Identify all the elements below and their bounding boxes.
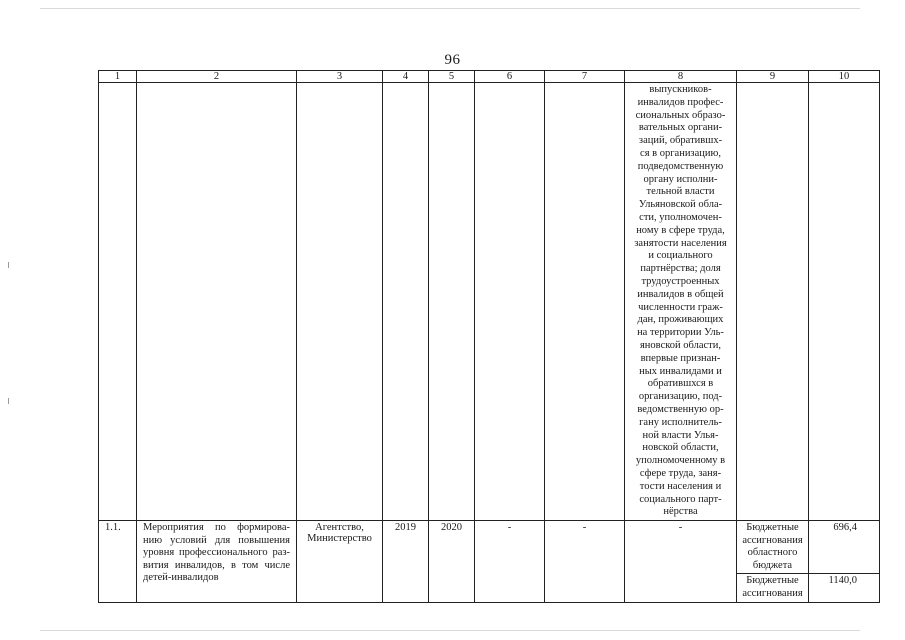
indicator-line: тости населения и bbox=[639, 480, 722, 492]
indicator-line: впервые признан- bbox=[640, 352, 721, 364]
indicator-line: инвалидов профес- bbox=[637, 96, 724, 108]
scan-noise-bottom bbox=[40, 630, 860, 631]
header-col-9: 9 bbox=[737, 71, 809, 83]
header-col-2: 2 bbox=[137, 71, 297, 83]
item-number: 1.1. bbox=[99, 521, 137, 603]
indicator-line: сти, уполномочен- bbox=[639, 211, 722, 223]
indicator-line: сфере труда, заня- bbox=[639, 467, 722, 479]
indicator-line: ной власти Улья- bbox=[642, 429, 719, 441]
indicator-line: численности граж- bbox=[638, 301, 723, 313]
item-row-1-1 bbox=[99, 521, 880, 574]
indicator-line: партнёрства; доля bbox=[640, 263, 721, 275]
indicator-line: вательных органи- bbox=[638, 122, 723, 134]
indicator-line: выпускников- bbox=[649, 84, 712, 95]
year-end: 2020 bbox=[429, 521, 475, 603]
scan-noise-top bbox=[40, 8, 860, 9]
indicator-line: яновской области, bbox=[639, 339, 722, 351]
cont-cell-10 bbox=[809, 83, 880, 521]
cont-cell-5 bbox=[429, 83, 475, 521]
indicator-line: заций, обратившх- bbox=[638, 135, 723, 147]
indicator-line: подведомственную bbox=[637, 160, 724, 172]
page-number: 96 bbox=[444, 52, 461, 68]
indicator-line: новской области, bbox=[642, 442, 719, 454]
header-col-4: 4 bbox=[383, 71, 429, 83]
indicator-line: инвалидов в общей bbox=[637, 288, 724, 300]
continuation-row bbox=[99, 83, 880, 521]
cont-cell-2 bbox=[137, 83, 297, 521]
indicator-line: ведомственную ор- bbox=[637, 403, 724, 415]
executor: Агентство, Министерство bbox=[297, 521, 383, 603]
funding-source-second: Бюджетные ассигнования bbox=[737, 574, 809, 602]
col8-value: - bbox=[625, 521, 737, 603]
program-table bbox=[98, 70, 880, 603]
header-col-10: 10 bbox=[809, 71, 880, 83]
funding-source-regional: Бюджетные ассигнования областного бюджета bbox=[737, 521, 809, 574]
indicator-line: и социального bbox=[648, 250, 713, 262]
indicator-text-cell bbox=[625, 83, 737, 521]
header-col-1: 1 bbox=[99, 71, 137, 83]
cont-cell-9 bbox=[737, 83, 809, 521]
header-col-3: 3 bbox=[297, 71, 383, 83]
scan-mark bbox=[8, 398, 9, 404]
header-col-6: 6 bbox=[475, 71, 545, 83]
year-start: 2019 bbox=[383, 521, 429, 603]
indicator-line: на территории Уль- bbox=[637, 327, 724, 339]
funding-amount-regional: 696,4 bbox=[809, 521, 880, 574]
indicator-line: органу исполни- bbox=[643, 173, 718, 185]
indicator-line: занятости населения bbox=[634, 237, 727, 249]
indicator-line: обратившхся в bbox=[647, 378, 714, 390]
indicator-line: социального парт- bbox=[639, 493, 722, 505]
indicator-line: дан, проживающих bbox=[637, 314, 724, 326]
cont-cell-7 bbox=[545, 83, 625, 521]
indicator-line: сиональных образо- bbox=[635, 109, 726, 121]
funding-amount-second: 1140,0 bbox=[809, 574, 880, 602]
indicator-line: нёрства bbox=[663, 506, 698, 518]
cont-cell-4 bbox=[383, 83, 429, 521]
indicator-line: ных инвалидами и bbox=[639, 365, 722, 377]
col6-value: - bbox=[475, 521, 545, 603]
cont-cell-6 bbox=[475, 83, 545, 521]
header-row bbox=[99, 71, 880, 83]
indicator-line: тельной власти bbox=[646, 186, 715, 198]
indicator-line: Ульяновской обла- bbox=[638, 199, 723, 211]
cont-cell-1 bbox=[99, 83, 137, 521]
header-col-7: 7 bbox=[545, 71, 625, 83]
indicator-line: гану исполнитель- bbox=[639, 416, 722, 428]
indicator-line: трудоустроенных bbox=[641, 275, 720, 287]
cont-cell-3 bbox=[297, 83, 383, 521]
col7-value: - bbox=[545, 521, 625, 603]
scan-mark bbox=[8, 262, 9, 268]
header-col-8: 8 bbox=[625, 71, 737, 83]
header-col-5: 5 bbox=[429, 71, 475, 83]
indicator-line: ся в организацию, bbox=[640, 147, 721, 159]
indicator-line: организацию, под- bbox=[638, 391, 723, 403]
indicator-line: уполномоченному в bbox=[635, 455, 726, 467]
measure-description: Мероприятия по формирова-нию условий для повышения уровня профессионального раз-вития инвалидов, в том числе детей-инвалидов bbox=[137, 521, 297, 603]
indicator-line: ному в сфере труда, bbox=[636, 224, 725, 236]
